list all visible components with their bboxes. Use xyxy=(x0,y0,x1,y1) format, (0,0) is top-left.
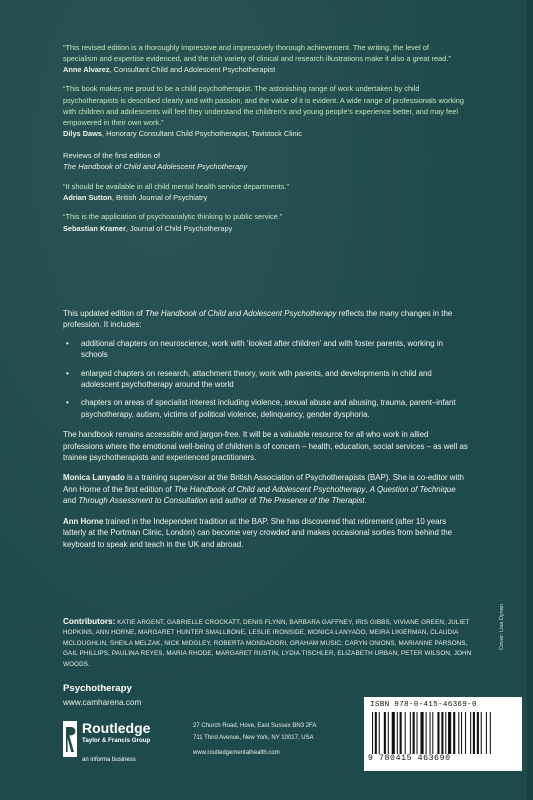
first-edition-title: The Handbook of Child and Adolescent Psychotherapy xyxy=(63,162,248,172)
publisher-group: Taylor & Francis Group xyxy=(82,737,151,744)
publisher-address xyxy=(193,721,316,760)
routledge-r-icon xyxy=(63,721,77,757)
editor-bio-lanyado xyxy=(63,472,468,506)
bio-text: is a training supervisor at the British Association of Psychotherapists (BAP). She is co-editor with Ann Horne of the first edition of xyxy=(63,473,464,494)
book-title: Through Assessment to Consultation xyxy=(78,496,208,506)
reviewer-role: , Consultant Child and Adolescent Psychotherapist xyxy=(109,65,276,75)
website-link[interactable]: www.camharena.com xyxy=(63,698,142,707)
barcode-bars xyxy=(372,712,514,754)
contributors-label: Contributors: xyxy=(63,617,116,626)
reviewer-name: Anne Alvarez xyxy=(63,65,110,75)
list-item: • chapters on areas of specialist interest including violence, sexual abuse and abusing, trauma, parent–infant psychotherapy, autism, victims of political violence, delinquency, gender dysphoria. xyxy=(63,397,468,420)
bio-text: trained in the Independent tradition at the BAP. She has discovered that retirement (after 10 years latterly at the Portman Clinic, London) can become very crowded and makes occasional sorties from behind the keyboard to speak and teach in the UK and abroad. xyxy=(63,516,453,549)
editor-bio-horne xyxy=(63,516,468,550)
book-title: The Presence of the Therapist xyxy=(258,496,365,506)
reviewer-name: Sebastian Kramer xyxy=(63,223,126,233)
reviewer-name: Adrian Sutton xyxy=(63,193,112,203)
reviewer-role: , British Journal of Psychiatry xyxy=(111,193,208,203)
review-attribution xyxy=(63,223,465,234)
editor-name: Monica Lanyado xyxy=(63,473,125,483)
isbn-number: ISBN 978-0-415-46369-0 xyxy=(370,701,477,709)
isbn-barcode xyxy=(364,697,522,771)
review-quote: “It should be available in all child mental health service departments.” xyxy=(63,182,289,192)
barcode-digits: 9 780415 463690 xyxy=(368,754,451,763)
publisher-name: Routledge xyxy=(82,720,151,736)
subject-category: Psychotherapy xyxy=(63,683,132,694)
cover-credit: Cover: Lisa Dynan xyxy=(499,603,505,650)
spine-edge xyxy=(527,0,533,800)
review-attribution xyxy=(63,192,465,203)
contributors-names: KATIE ARGENT, GABRIELLE CROCKATT, DENIS FLYNN, BARBARA GAFFNEY, IRIS GIBBS, VIVIANE GREEN, JULIET HOPKINS, ANN HORNE, MARGARET HUNTER SMALLBONE, LESLIE IRONSIDE, MONICA LANYADO, MEIRA LIKIERMAN, CLAUDIA MCLOUGHLIN, SHEILA MELZAK, NICK MIDGLEY, ROBERTA MONDADORI, GRAHAM MUSIC, CARYN ONIONS, MARIANNE PARSONS, GAIL PHILLIPS, PAULINA REYES, MARIA RHODE, MARGARET RUSTIN, LYDIA TISCHLER, ELIZABETH URBAN, PETER WILSON, JOHN WOODS. xyxy=(63,619,472,668)
intro-lead: This updated edition of xyxy=(63,309,146,318)
reviewer-role: , Journal of Child Psychotherapy xyxy=(125,223,233,233)
list-item: • enlarged chapters on research, attachment theory, work with parents, and developments in child and adolescent psychotherapy around the world xyxy=(63,368,468,391)
reviewer-role: , Honorary Consultant Child Psychotherapist, Tavistock Clinic xyxy=(102,129,302,139)
review-attribution xyxy=(63,128,465,139)
publisher-tagline: an informa business xyxy=(82,757,136,763)
contributors-list xyxy=(63,617,473,670)
intro-tail: reflects the many changes in the profession. It includes: xyxy=(63,309,453,330)
review-quote: “This revised edition is a thoroughly impressive and impressively thorough achievement. The writing, the level of specialism and expertise evidenced, and the rich variety of clinical and research illustrations make it also a great read.” xyxy=(63,43,451,64)
list-item: • additional chapters on neuroscience, work with ‘looked after children’ and with foster parents, working in schools xyxy=(63,338,468,361)
reviewer-name: Dilys Daws xyxy=(63,129,103,139)
review-attribution xyxy=(63,64,465,75)
review-quote: “This book makes me proud to be a child psychotherapist. The astonishing range of work undertaken by child psychotherapists is described clearly and with passion, and the value of it is evident. A wide range of professionals working with children and adolescents will feel they understand the children’s and young people’s experience better, and may feel empowered in their own work.” xyxy=(63,84,464,128)
bio-text: and author of xyxy=(207,496,259,506)
bio-text: . xyxy=(364,496,367,506)
intro-book-title: The Handbook of Child and Adolescent Psychotherapy xyxy=(145,309,337,318)
address-us: 711 Third Avenue, New York, NY 10017, USA xyxy=(193,734,314,741)
summary-paragraph: The handbook remains accessible and jargon-free. It will be a valuable resource for all who work in allied professions where the emotional well-being of children is of concern – health, education, social services – as well as trainee psychotherapists and experienced practitioners. xyxy=(63,430,468,463)
reviews-section xyxy=(63,42,465,242)
first-edition-label: Reviews of the first edition of xyxy=(63,151,161,161)
book-title: A Question of Technique xyxy=(369,484,456,494)
book-title: The Handbook of Child and Adolescent Psychotherapy xyxy=(173,484,366,494)
publisher-website[interactable]: www.routledgementalhealth.com xyxy=(193,750,280,757)
publisher-logo xyxy=(63,720,193,780)
address-uk: 27 Church Road, Hove, East Sussex BN3 2FA xyxy=(193,723,317,729)
bio-text: , xyxy=(365,484,370,494)
description-section xyxy=(63,308,468,550)
editor-name: Ann Horne xyxy=(63,516,104,526)
includes-list xyxy=(63,338,468,420)
first-edition-heading xyxy=(63,150,465,172)
review-quote: “This is the application of psychoanalytic thinking to public service.” xyxy=(63,212,283,222)
intro-paragraph xyxy=(63,308,468,331)
bio-text: and xyxy=(63,496,79,506)
